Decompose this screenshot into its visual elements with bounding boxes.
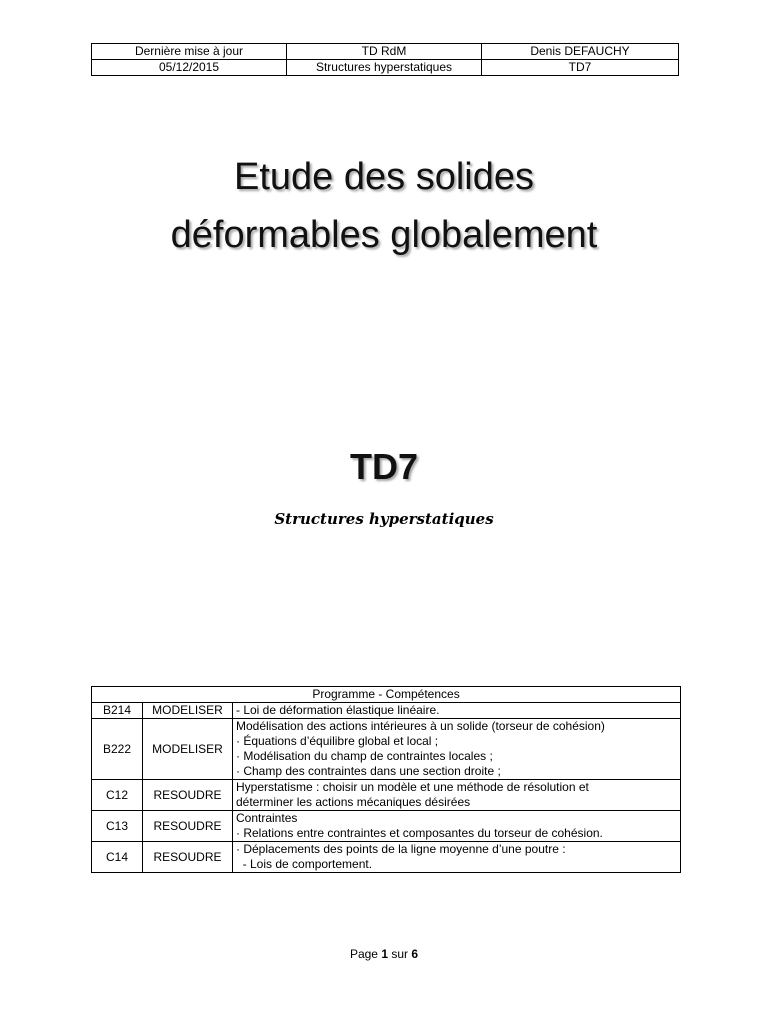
footer-page-word: Page — [349, 947, 378, 961]
header-course: TD RdM — [287, 44, 482, 60]
competence-description — [233, 780, 681, 811]
competence-action: MODELISER — [143, 703, 233, 719]
competence-action: RESOUDRE — [143, 811, 233, 842]
competence-description — [233, 811, 681, 842]
description-line: · Modélisation du champ de contraintes locales ; — [236, 749, 493, 763]
competence-description — [233, 719, 681, 780]
description-line: · Déplacements des points de la ligne moyenne d’une poutre : — [236, 842, 566, 856]
competence-code: B222 — [92, 719, 143, 780]
competence-action: MODELISER — [143, 719, 233, 780]
description-line: déterminer les actions mécaniques désirées — [236, 795, 471, 809]
table-row — [92, 842, 681, 873]
document-title — [0, 148, 768, 264]
subtitle: Structures hyperstatiques — [274, 510, 494, 528]
program-body — [92, 703, 681, 873]
description-line: · Champ des contraintes dans une section droite ; — [236, 764, 501, 778]
competence-action: RESOUDRE — [143, 780, 233, 811]
competence-description — [233, 842, 681, 873]
title-line-1: Etude des solides — [234, 156, 534, 198]
footer-of-word: sur — [391, 947, 409, 961]
footer-page-number: 1 — [381, 947, 388, 961]
header-td-number: TD7 — [482, 60, 679, 76]
table-row — [92, 719, 681, 780]
page-footer — [0, 947, 768, 961]
td-label: TD7 — [349, 446, 418, 487]
description-line: - Loi de déformation élastique linéaire. — [236, 703, 440, 717]
competence-code: C14 — [92, 842, 143, 873]
description-line: · Équations d’équilibre global et local ; — [236, 734, 439, 748]
description-line: Hyperstatisme : choisir un modèle et une méthode de résolution et — [236, 780, 589, 794]
table-row — [92, 703, 681, 719]
title-line-2: déformables globalement — [170, 214, 598, 256]
description-line: · Relations entre contraintes et composantes du torseur de cohésion. — [236, 826, 603, 840]
table-row — [92, 780, 681, 811]
competence-code: C12 — [92, 780, 143, 811]
header-last-update-label: Dernière mise à jour — [92, 44, 287, 60]
table-row — [92, 811, 681, 842]
description-line: - Lois de comportement. — [236, 857, 373, 871]
competence-description — [233, 703, 681, 719]
competence-action: RESOUDRE — [143, 842, 233, 873]
description-line: Modélisation des actions intérieures à un solide (torseur de cohésion) — [236, 719, 605, 733]
program-heading: Programme - Compétences — [92, 687, 681, 703]
header-topic: Structures hyperstatiques — [287, 60, 482, 76]
competence-code: B214 — [92, 703, 143, 719]
description-line: Contraintes — [236, 811, 298, 825]
footer-page-total: 6 — [411, 947, 419, 961]
competence-code: C13 — [92, 811, 143, 842]
header-date: 05/12/2015 — [92, 60, 287, 76]
header-author: Denis DEFAUCHY — [482, 44, 679, 60]
header-table — [91, 43, 679, 76]
program-table — [91, 686, 681, 873]
